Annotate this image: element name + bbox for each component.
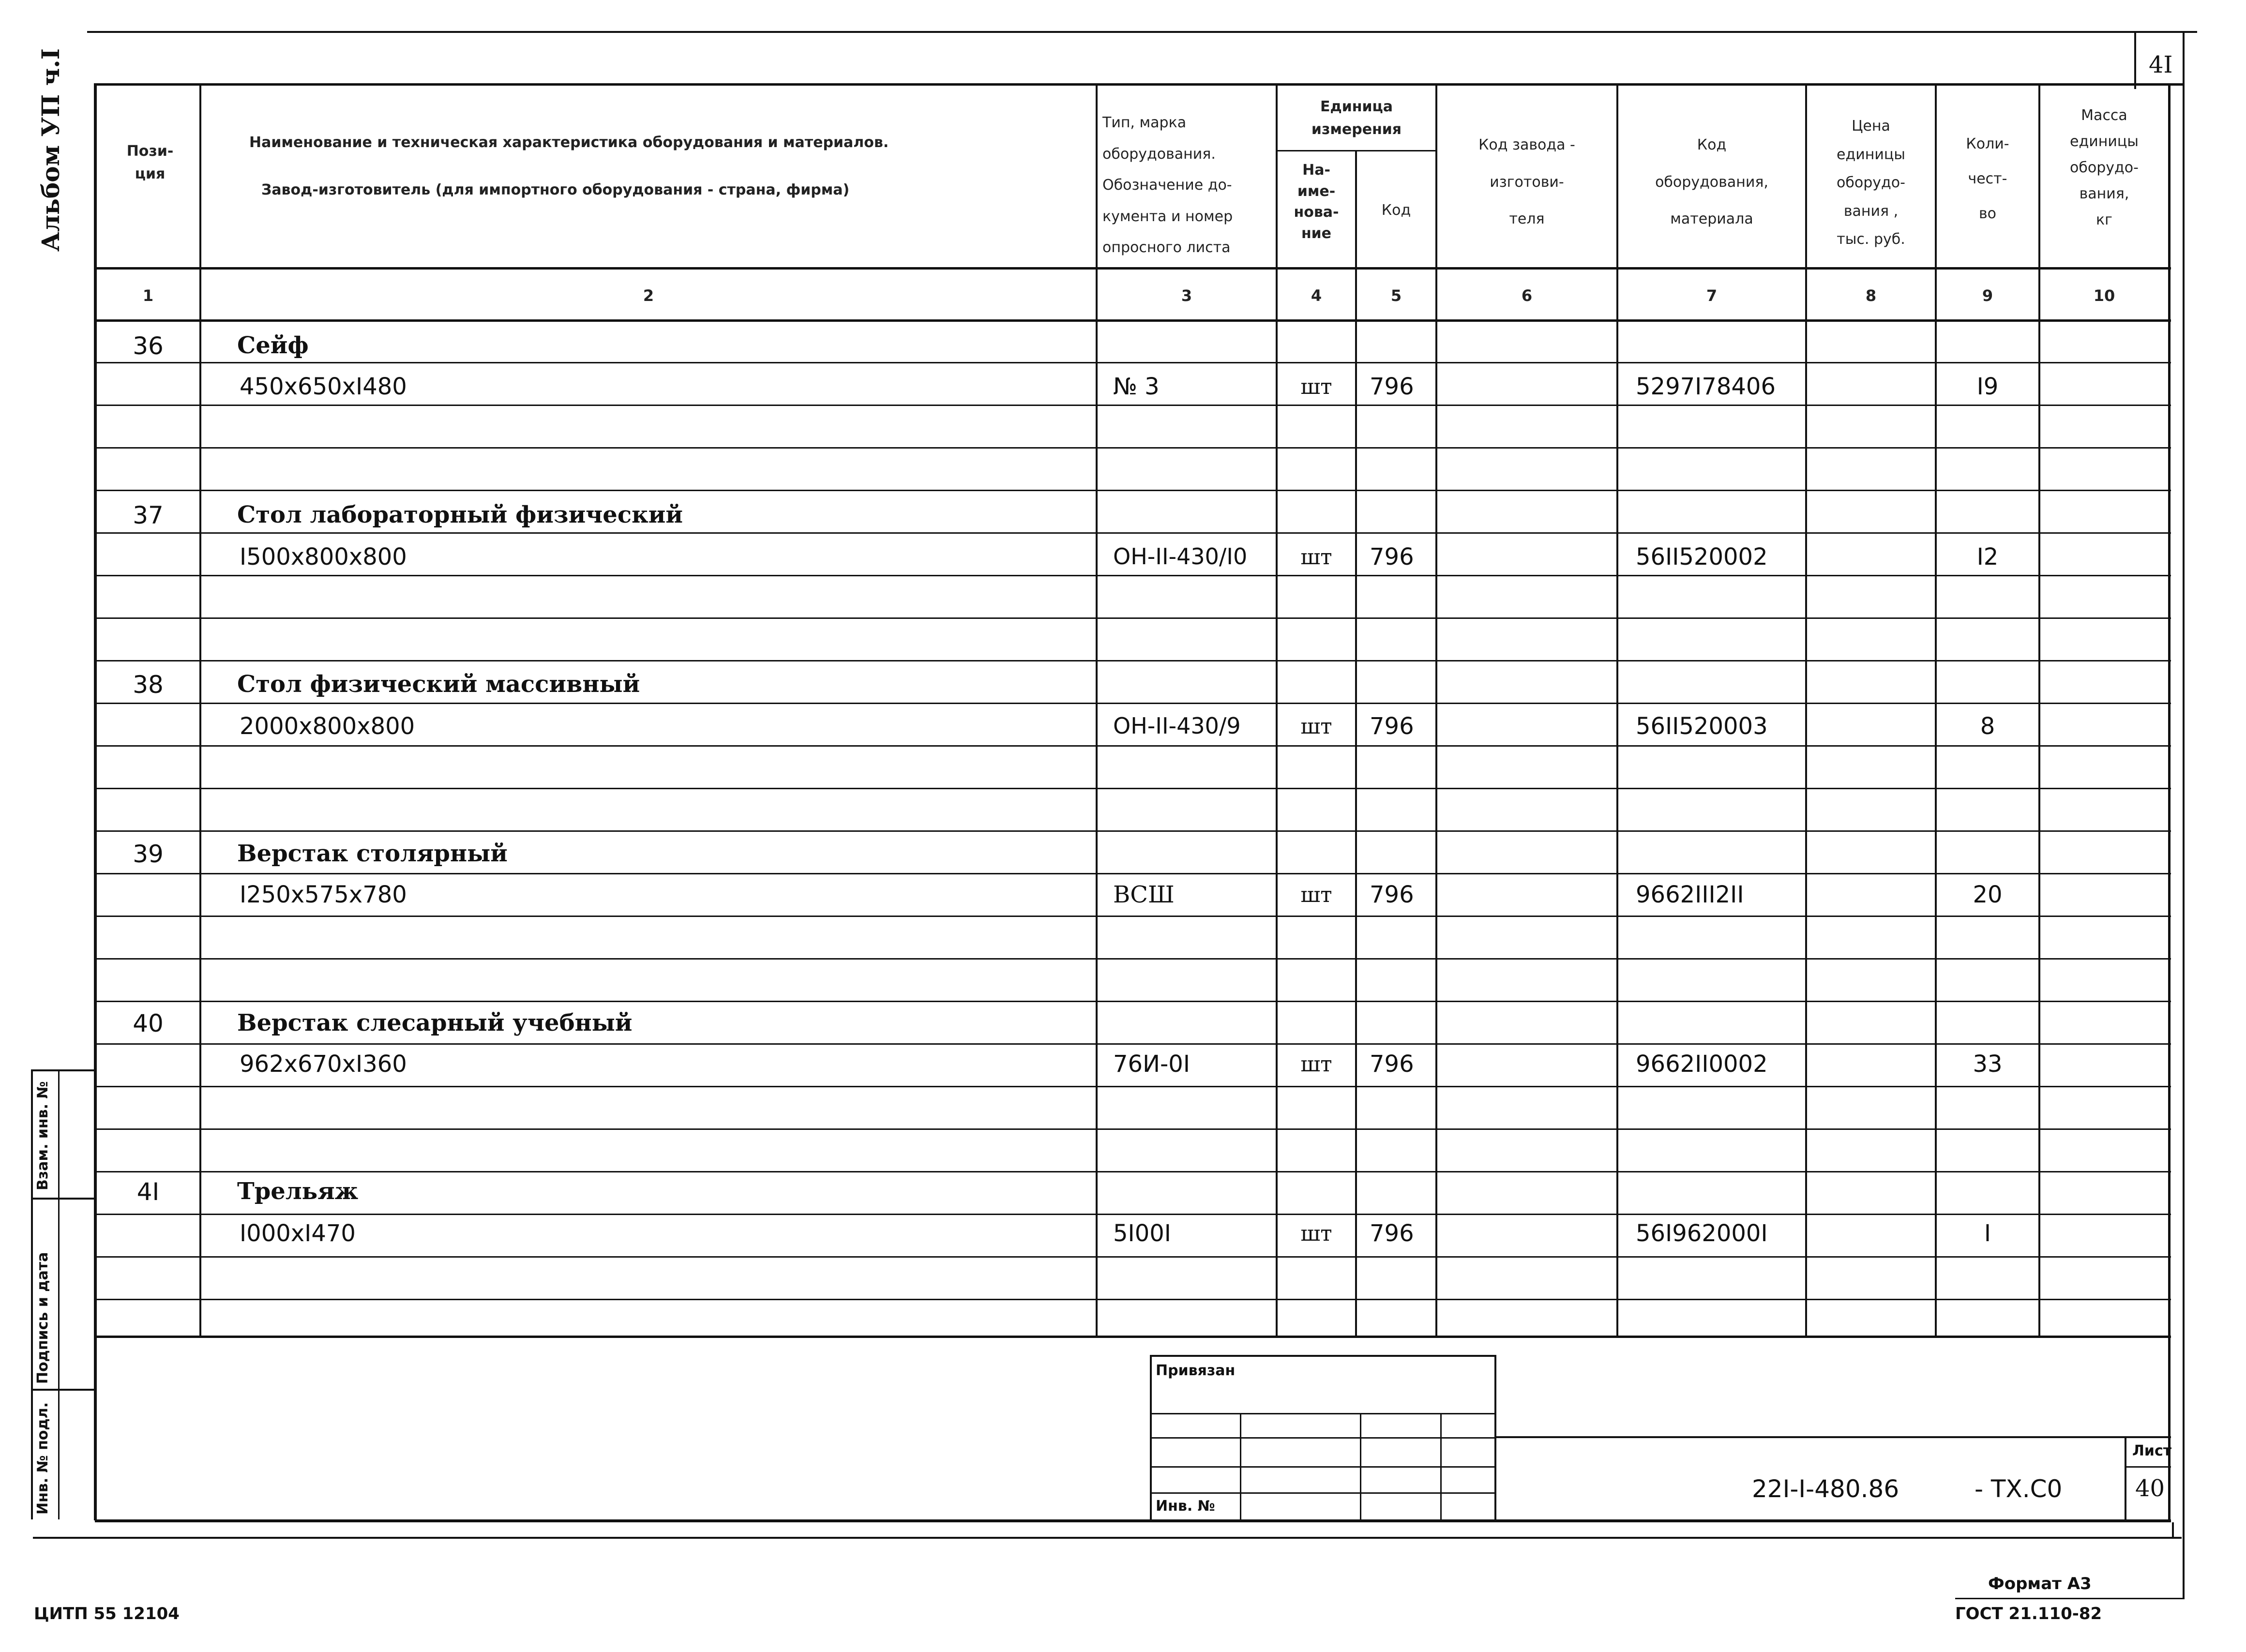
side-stamp-sep1 <box>31 1198 95 1200</box>
item-qty: I9 <box>1976 373 1999 400</box>
side-label-inv: Инв. № подл. <box>34 1402 51 1515</box>
item-size: I500x800x800 <box>240 543 407 571</box>
stamp-inv-no: Инв. № <box>1156 1498 1215 1515</box>
header-col3: Тип, марка оборудования. Обозначение до- кумента и номер опросного листа <box>1102 114 1233 256</box>
side-label-vzam: Взам. инв. № <box>34 1081 51 1190</box>
item-type: ОН-II-430/I0 <box>1113 543 1248 570</box>
row-line <box>95 745 2171 747</box>
item-size: I250x575x780 <box>240 881 407 908</box>
colnum-5: 5 <box>1390 286 1402 305</box>
row-line <box>95 830 2171 832</box>
item-unit: шт <box>1300 883 1332 907</box>
right-frame-line <box>2183 31 2185 1599</box>
row-line <box>95 490 2171 491</box>
item-unit: шт <box>1300 375 1332 399</box>
top-frame-line <box>87 31 2197 33</box>
header-col45: Единица измерения <box>1311 98 1402 138</box>
format-underline <box>1955 1598 2185 1599</box>
side-stamp-sep2 <box>31 1389 95 1391</box>
item-position: 40 <box>133 1009 164 1037</box>
item-type: 5I00I <box>1113 1220 1171 1247</box>
header-col9: Коли- чест- во <box>1966 135 2009 222</box>
row-line <box>95 1256 2171 1258</box>
item-unit: шт <box>1300 714 1332 739</box>
item-code: 9662II0002 <box>1636 1051 1768 1078</box>
row-line <box>95 1299 2171 1300</box>
side-label-podpis: Подпись и дата <box>34 1252 51 1384</box>
item-name: Верстак слесарный учебный <box>237 1009 633 1036</box>
row-line <box>95 788 2171 789</box>
header-bottom-line <box>95 267 2171 270</box>
item-name: Стол лабораторный физический <box>237 501 683 528</box>
item-position: 39 <box>133 840 164 868</box>
item-qty: 8 <box>1980 713 1995 740</box>
item-unit-code: 796 <box>1370 713 1414 740</box>
row-line <box>95 916 2171 917</box>
stamp-row <box>1150 1492 1496 1494</box>
row-line <box>95 1086 2171 1087</box>
item-unit-code: 796 <box>1370 373 1414 400</box>
album-label: Альбом УП ч.I <box>36 48 65 252</box>
print-code: ЦИТП 55 12104 <box>34 1604 180 1623</box>
sheet-top-number: 4I <box>2149 51 2173 78</box>
col-line-4 <box>1355 151 1357 1336</box>
stamp-row <box>1150 1413 1496 1414</box>
item-name: Верстак столярный <box>237 840 508 867</box>
row-line <box>95 660 2171 661</box>
table-bottom-line <box>95 1519 2171 1522</box>
document-suffix: - ТХ.С0 <box>1975 1475 2063 1503</box>
colnum-2: 2 <box>643 286 654 305</box>
sheet-number: 40 <box>2135 1475 2165 1502</box>
format-label: Формат А3 <box>1988 1574 2092 1593</box>
row-line <box>95 1043 2171 1045</box>
header-col7: Код оборудования, материала <box>1655 136 1768 227</box>
col-line-8 <box>1935 83 1937 1336</box>
row-line <box>95 958 2171 960</box>
item-code: 9662III2II <box>1636 881 1744 908</box>
row-line <box>95 1214 2171 1215</box>
sheet-box-left <box>2134 31 2136 89</box>
col-line-2 <box>1096 83 1098 1336</box>
item-qty: 33 <box>1973 1051 2003 1078</box>
sheet-cell-left <box>2125 1436 2126 1519</box>
row-line <box>95 405 2171 406</box>
footer-line <box>33 1537 2182 1539</box>
row-line <box>95 362 2171 363</box>
document-code: 22I-I-480.86 <box>1752 1475 1899 1503</box>
col-line-5 <box>1435 83 1437 1336</box>
item-unit: шт <box>1300 545 1332 570</box>
stamp-col <box>1440 1413 1442 1519</box>
item-unit-code: 796 <box>1370 1051 1414 1078</box>
colnum-9: 9 <box>1982 286 1993 305</box>
row-line <box>95 617 2171 619</box>
header-col10: Масса единицы оборудо- вания, кг <box>2070 107 2139 228</box>
item-type: 76И-0I <box>1113 1051 1190 1078</box>
colnum-8: 8 <box>1865 286 1877 305</box>
sheet-label: Лист <box>2132 1442 2172 1459</box>
item-unit: шт <box>1300 1221 1332 1246</box>
item-size: I000xI470 <box>240 1220 356 1247</box>
header-col6: Код завода - изготови- теля <box>1478 136 1575 227</box>
footer-corner <box>2172 1522 2174 1538</box>
item-code: 56II520003 <box>1636 713 1768 740</box>
header-col4: На- име- нова- ние <box>1294 162 1339 242</box>
item-position: 4I <box>136 1178 160 1206</box>
table-right-line <box>2168 83 2171 1520</box>
item-size: 962x670xI360 <box>240 1051 407 1078</box>
sheet-cell-split <box>2125 1466 2171 1468</box>
gost-label: ГОСТ 21.110-82 <box>1955 1604 2102 1623</box>
row-line <box>95 1128 2171 1130</box>
colnum-10: 10 <box>2093 286 2115 305</box>
item-unit-code: 796 <box>1370 881 1414 908</box>
item-type: № 3 <box>1113 373 1160 400</box>
item-qty: 20 <box>1973 881 2003 908</box>
colnum-3: 3 <box>1181 286 1192 305</box>
colnum-7: 7 <box>1706 286 1718 305</box>
header-col2-line2: Завод-изготовитель (для импортного оборудования - страна, фирма) <box>261 181 850 198</box>
rows-bottom-line <box>95 1336 2171 1338</box>
table-top-line <box>95 83 2183 86</box>
header-col1: Пози- ция <box>126 143 174 182</box>
colnum-4: 4 <box>1311 286 1322 305</box>
unit-header-split <box>1276 150 1437 151</box>
item-unit-code: 796 <box>1370 1220 1414 1247</box>
col-line-7 <box>1805 83 1807 1336</box>
row-line <box>95 532 2171 534</box>
item-name: Стол физический массивный <box>237 671 640 698</box>
item-unit-code: 796 <box>1370 543 1414 571</box>
item-qty: I <box>1984 1220 1991 1247</box>
item-unit: шт <box>1300 1052 1332 1077</box>
row-line <box>95 575 2171 576</box>
row-line <box>95 703 2171 704</box>
row-line <box>95 1171 2171 1172</box>
stamp-row <box>1150 1466 1496 1468</box>
item-code: 56II520002 <box>1636 543 1768 571</box>
row-line <box>95 873 2171 874</box>
side-stamp-left <box>31 1069 33 1519</box>
col-line-9 <box>2038 83 2040 1336</box>
colnum-6: 6 <box>1521 286 1533 305</box>
header-col8: Цена единицы оборудо- вания , тыс. руб. <box>1837 118 1905 248</box>
item-code: 5297I78406 <box>1636 373 1776 400</box>
item-position: 36 <box>133 332 164 360</box>
item-code: 56I962000I <box>1636 1220 1768 1247</box>
stamp-privyazan: Привязан <box>1156 1362 1236 1379</box>
item-type: ВСШ <box>1113 881 1175 908</box>
row-line <box>95 1001 2171 1002</box>
header-col5: Код <box>1381 202 1411 219</box>
colnum-bottom-line <box>95 319 2171 322</box>
side-stamp-inner <box>58 1069 60 1519</box>
item-type: ОН-II-430/9 <box>1113 713 1241 739</box>
stamp-col <box>1240 1413 1241 1519</box>
item-name: Трельяж <box>237 1178 359 1205</box>
stamp-top <box>1150 1355 1496 1357</box>
header-col2-line1: Наименование и техническая характеристика оборудования и материалов. <box>249 134 889 151</box>
item-size: 2000x800x800 <box>240 713 415 740</box>
item-size: 450x650xI480 <box>240 373 407 400</box>
colnum-1: 1 <box>142 286 154 305</box>
side-stamp-top <box>31 1069 95 1071</box>
stamp-col <box>1360 1413 1361 1519</box>
title-block-top <box>1494 1436 2171 1438</box>
item-position: 38 <box>133 671 164 699</box>
item-position: 37 <box>133 501 164 529</box>
col-line-6 <box>1616 83 1618 1336</box>
item-name: Сейф <box>237 332 309 359</box>
item-qty: I2 <box>1976 543 1999 571</box>
row-line <box>95 447 2171 449</box>
stamp-row <box>1150 1437 1496 1439</box>
col-line-3 <box>1276 83 1278 1336</box>
col-line-1 <box>199 83 201 1336</box>
